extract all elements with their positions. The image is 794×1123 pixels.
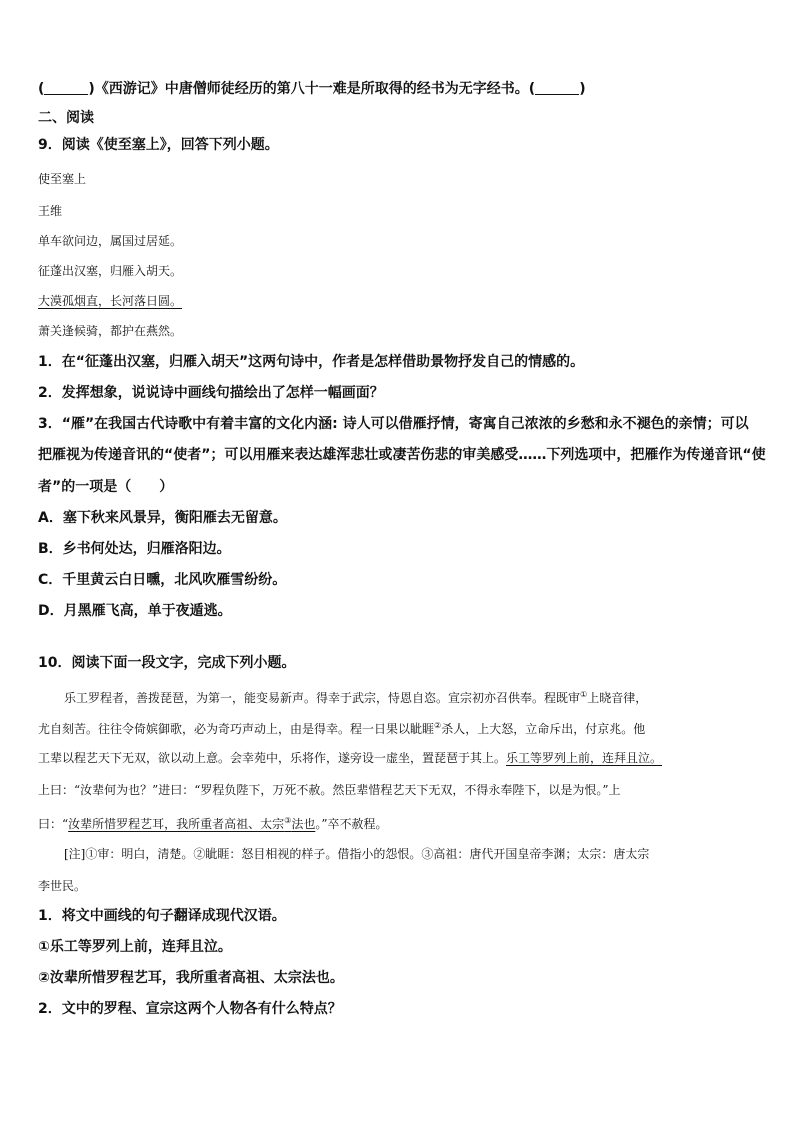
paren-end: ) [579, 81, 586, 97]
section-title: 二、阅读 [38, 110, 94, 126]
note-line: 李世民。 [38, 879, 87, 893]
passage-line: 乐工罗程者，善拨琵琶，为第一，能变易新声。得幸于武宗，恃恩自恣。宣宗初亦召供奉。程既审①上晓音律， [64, 690, 648, 705]
poem-author: 王维 [38, 204, 63, 218]
poem-line: 萧关逢候骑，都护在燕然。 [38, 324, 183, 338]
question-text: 《西游记》中唐僧师徒经历的第八十一难是所取得的经书为无字经书。( [94, 81, 536, 97]
poem-line: 单车欲问边，属国过居延。 [38, 234, 183, 248]
note-marker: ① [580, 690, 588, 699]
q10-sub2: 2．文中的罗程、宣宗这两个人物各有什么特点？ [38, 1001, 342, 1017]
q10-sub1-b: ②汝辈所惜罗程艺耳，我所重者高祖、太宗法也。 [38, 970, 344, 986]
paren-open: ( [38, 81, 45, 97]
q9-sub3-line: 3．“雁”在我国古代诗歌中有着丰富的文化内涵: 诗人可以借雁抒情，寄寓自己浓浓的乡愁和永不褪色的亲情；可以 [38, 416, 749, 432]
q9-sub3-line: 者”的一项是（ ） [38, 479, 174, 495]
poem-line-underlined: 大漠孤烟直，长河落日圆。 [38, 294, 183, 308]
note-marker: ③ [284, 816, 292, 825]
q9-prompt: 9．阅读《使至塞上》，回答下列小题。 [38, 137, 279, 153]
passage-line: 工辈以程艺天下无双，欲以动上意。会幸苑中，乐将作，遂旁设一虚坐，置琵琶于其上。乐工等罗列上前，连拜且泣。 [38, 751, 663, 765]
q9-sub1: 1．在“征蓬出汉塞，归雁入胡天”这两句诗中，作者是怎样借助景物抒发自己的情感的。 [38, 354, 585, 370]
underlined-sentence-2: 汝辈所惜罗程艺耳，我所重者高祖、太宗③法也 [68, 816, 316, 831]
q10-sub1: 1．将文中画线的句子翻译成现代汉语。 [38, 908, 286, 924]
passage-line: 上曰：“汝辈何为也？”进曰：“罗程负陛下，万死不赦。然臣辈惜程艺天下无双，不得永奉陛下，以是为恨。”上 [38, 783, 621, 797]
q9-sub2: 2．发挥想象，说说诗中画线句描绘出了怎样一幅画面？ [38, 385, 384, 401]
underlined-sentence-1: 乐工等罗列上前，连拜且泣。 [506, 751, 663, 765]
poem-line: 征蓬出汉塞，归雁入胡天。 [38, 264, 183, 278]
note-line: [注]①审：明白，清楚。②眦睚：怒目相视的样子。借指小的怨恨。③高祖：唐代开国皇帝李渊；太宗：唐太宗 [64, 847, 650, 861]
answer-blank-2[interactable] [535, 80, 579, 95]
option-b[interactable]: B．乡书何处达，归雁洛阳边。 [38, 541, 231, 557]
fill-blank-question [38, 80, 586, 98]
option-d[interactable]: D．月黑雁飞高，单于夜遁逃。 [38, 603, 232, 619]
paren-close: ) [88, 81, 95, 97]
option-c[interactable]: C．千里黄云白日曛，北风吹雁雪纷纷。 [38, 572, 287, 588]
passage-line: 曰：“汝辈所惜罗程艺耳，我所重者高祖、太宗③法也。”卒不赦程。 [38, 816, 388, 831]
answer-blank-1[interactable] [44, 80, 88, 95]
passage-line: 尤自刻苦。往往令倚嫔御歌，必为奇巧声动上，由是得幸。程一日果以眦睚②杀人，上大怒，立命斥出，付京兆。他 [38, 721, 646, 736]
q10-sub1-a: ①乐工等罗列上前，连拜且泣。 [38, 939, 232, 955]
option-a[interactable]: A．塞下秋来风景异，衡阳雁去无留意。 [38, 510, 287, 526]
note-marker: ② [434, 721, 442, 730]
q9-sub3-line: 把雁视为传递音讯的“使者”；可以用雁来表达雄浑悲壮或凄苦伤悲的审美感受……下列选项中，把雁作为传递音讯“使 [38, 447, 766, 463]
q10-prompt: 10．阅读下面一段文字，完成下列小题。 [38, 655, 296, 671]
poem-title: 使至塞上 [38, 172, 87, 186]
